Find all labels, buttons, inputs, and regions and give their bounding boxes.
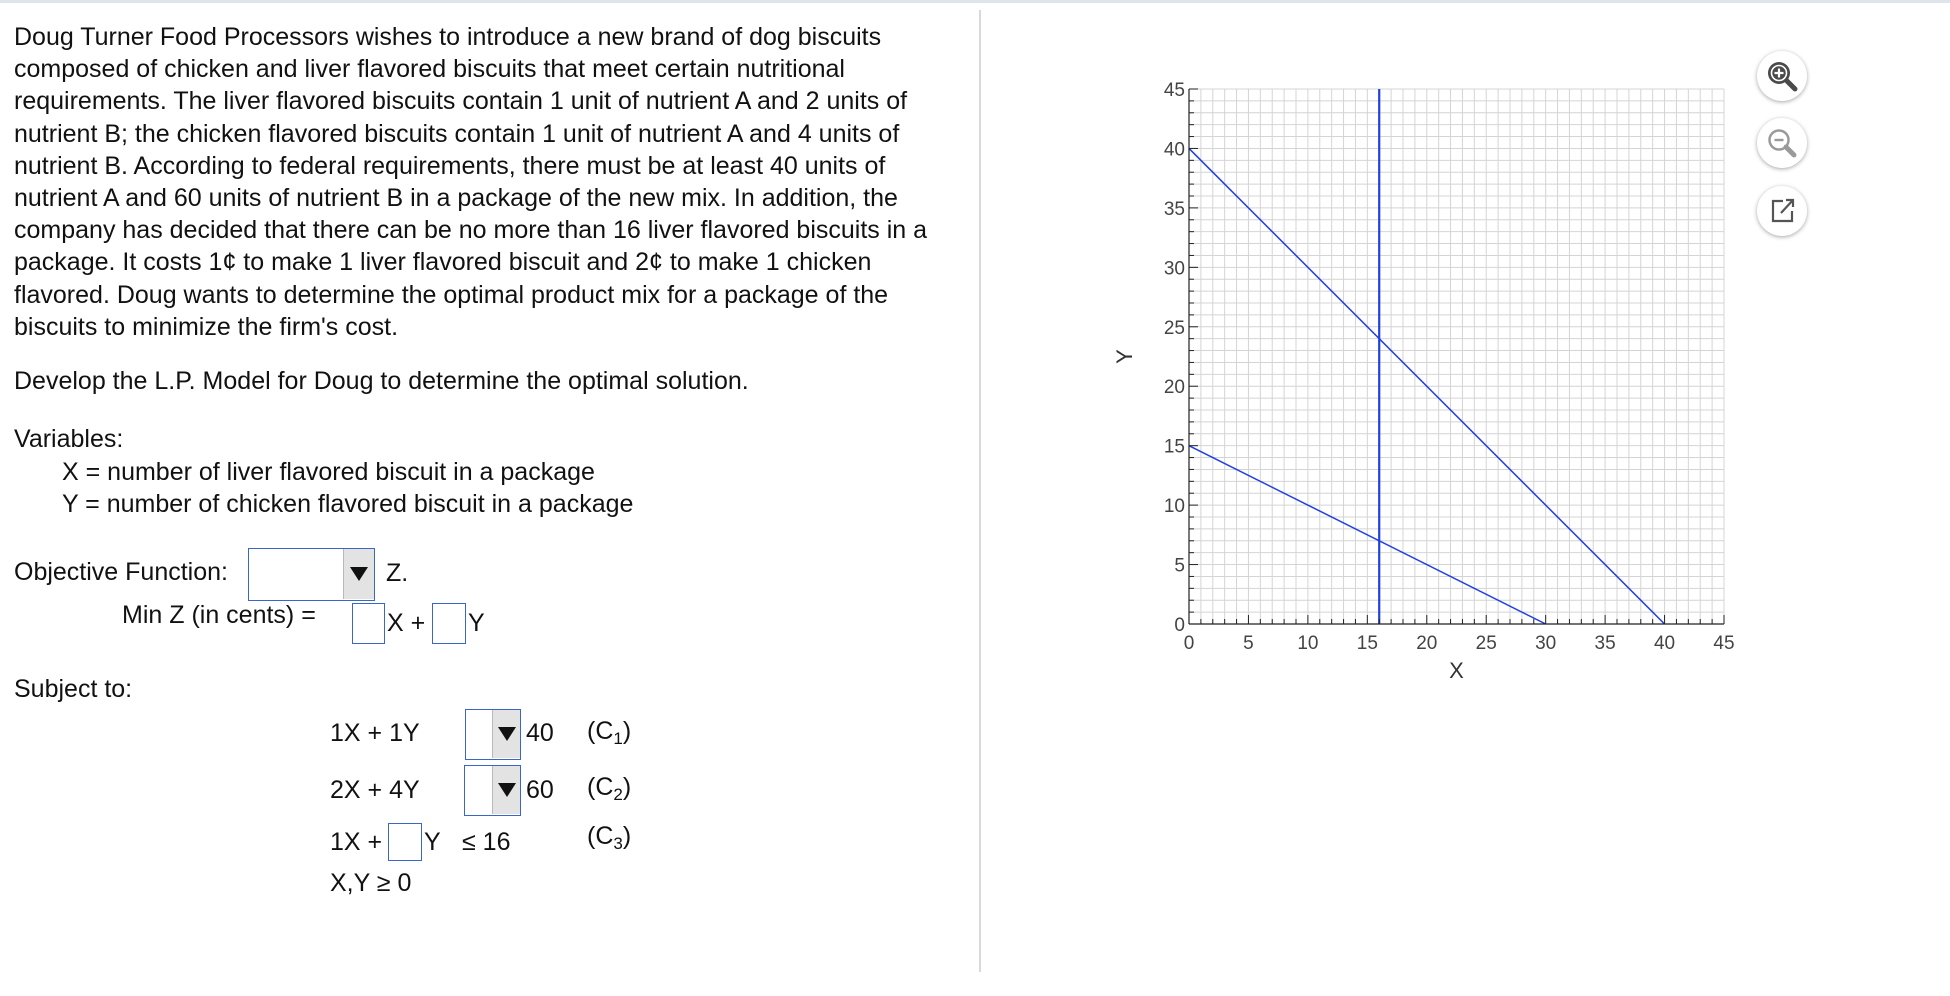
c2-rhs: 60 bbox=[526, 776, 554, 804]
c1-rhs: 40 bbox=[526, 719, 554, 747]
y-axis-title: Y bbox=[1112, 349, 1137, 364]
c1-tag: $(C_1)$ bbox=[587, 717, 632, 748]
c2-tag: $(C_2)$ bbox=[587, 773, 632, 804]
y-tick-label: 35 bbox=[1163, 198, 1185, 220]
variable-y-definition: Y = number of chicken flavored biscuit in a package bbox=[62, 490, 634, 518]
non-negativity: X,Y ≥ 0 bbox=[330, 869, 412, 897]
x-tick-label: 10 bbox=[1297, 633, 1319, 654]
y-tick-label: 30 bbox=[1163, 258, 1185, 280]
y-tick-label: 25 bbox=[1163, 317, 1185, 339]
x-tick-label: 15 bbox=[1356, 633, 1378, 654]
zoom-out-button[interactable] bbox=[1757, 118, 1807, 168]
x-tick-label: 40 bbox=[1653, 633, 1676, 654]
instruction-text: Develop the L.P. Model for Doug to determine the optimal solution. bbox=[14, 367, 749, 395]
objective-z-suffix: Z. bbox=[386, 559, 409, 587]
constraints-heading: Subject to: bbox=[14, 675, 133, 703]
y-tick-label: 15 bbox=[1163, 436, 1185, 458]
variable-x-definition: X = number of liver flavored biscuit in a package bbox=[62, 458, 595, 486]
y-tick-label: 20 bbox=[1163, 377, 1185, 399]
c3-tag: $(C_3)$ bbox=[587, 822, 632, 853]
x-tick-label: 35 bbox=[1594, 633, 1616, 654]
zoom-in-button[interactable] bbox=[1757, 51, 1807, 101]
y-tick-label: 45 bbox=[1163, 80, 1185, 101]
x-axis-title: X bbox=[1449, 658, 1464, 683]
objective-y-term: Y bbox=[468, 609, 485, 637]
plot-area bbox=[1189, 89, 1724, 624]
c3-rhs: ≤ 16 bbox=[462, 828, 511, 856]
x-tick-label: 25 bbox=[1475, 633, 1497, 654]
objective-x-term: X + bbox=[387, 609, 426, 637]
x-tick-label: 0 bbox=[1183, 633, 1195, 654]
c1-lhs: 1X + 1Y bbox=[330, 719, 420, 747]
y-tick-label: 0 bbox=[1174, 615, 1185, 636]
y-tick-label: 40 bbox=[1163, 139, 1185, 161]
zoom-out-icon bbox=[1757, 118, 1807, 168]
x-tick-label: 5 bbox=[1243, 633, 1254, 654]
x-tick-label: 45 bbox=[1713, 633, 1735, 654]
c3-y-term: Y bbox=[424, 828, 441, 856]
c2-lhs: 2X + 4Y bbox=[330, 776, 420, 804]
popout-icon bbox=[1757, 186, 1807, 236]
c3-lhs-x: 1X + bbox=[330, 828, 383, 856]
popout-button[interactable] bbox=[1757, 186, 1807, 236]
graph-grid bbox=[1189, 89, 1724, 624]
min-z-label: Min Z (in cents) = bbox=[122, 601, 316, 629]
variables-heading: Variables: bbox=[14, 425, 124, 453]
y-tick-label: 10 bbox=[1163, 496, 1185, 518]
x-tick-label: 20 bbox=[1416, 633, 1438, 654]
y-tick-label: 5 bbox=[1174, 555, 1185, 577]
zoom-in-icon bbox=[1757, 51, 1807, 101]
problem-statement: Doug Turner Food Processors wishes to introduce a new brand of dog biscuits composed of chicken and liver flavored biscuits that meet certain nutritional requirements. The liver flavored biscuits contain 1 unit of nutrient A and 2 units of nutrient B; the chicken flavored biscuits contain 1 unit of nutrient A and 4 units of nutrient B. According to federal requirements, there must be at least 40 units of nutrient A and 60 units of nutrient B in a package of the new mix. In addition, the company has decided that there can be no more than 16 liver flavored biscuits in a package. It costs 1¢ to make 1 liver flavored biscuit and 2¢ to make 1 chicken flavored. Doug wants to determine the optimal product mix for a package of the biscuits to minimize the firm's cost. bbox=[14, 23, 928, 341]
x-tick-label: 30 bbox=[1535, 633, 1557, 654]
objective-label: Objective Function: bbox=[14, 558, 228, 586]
